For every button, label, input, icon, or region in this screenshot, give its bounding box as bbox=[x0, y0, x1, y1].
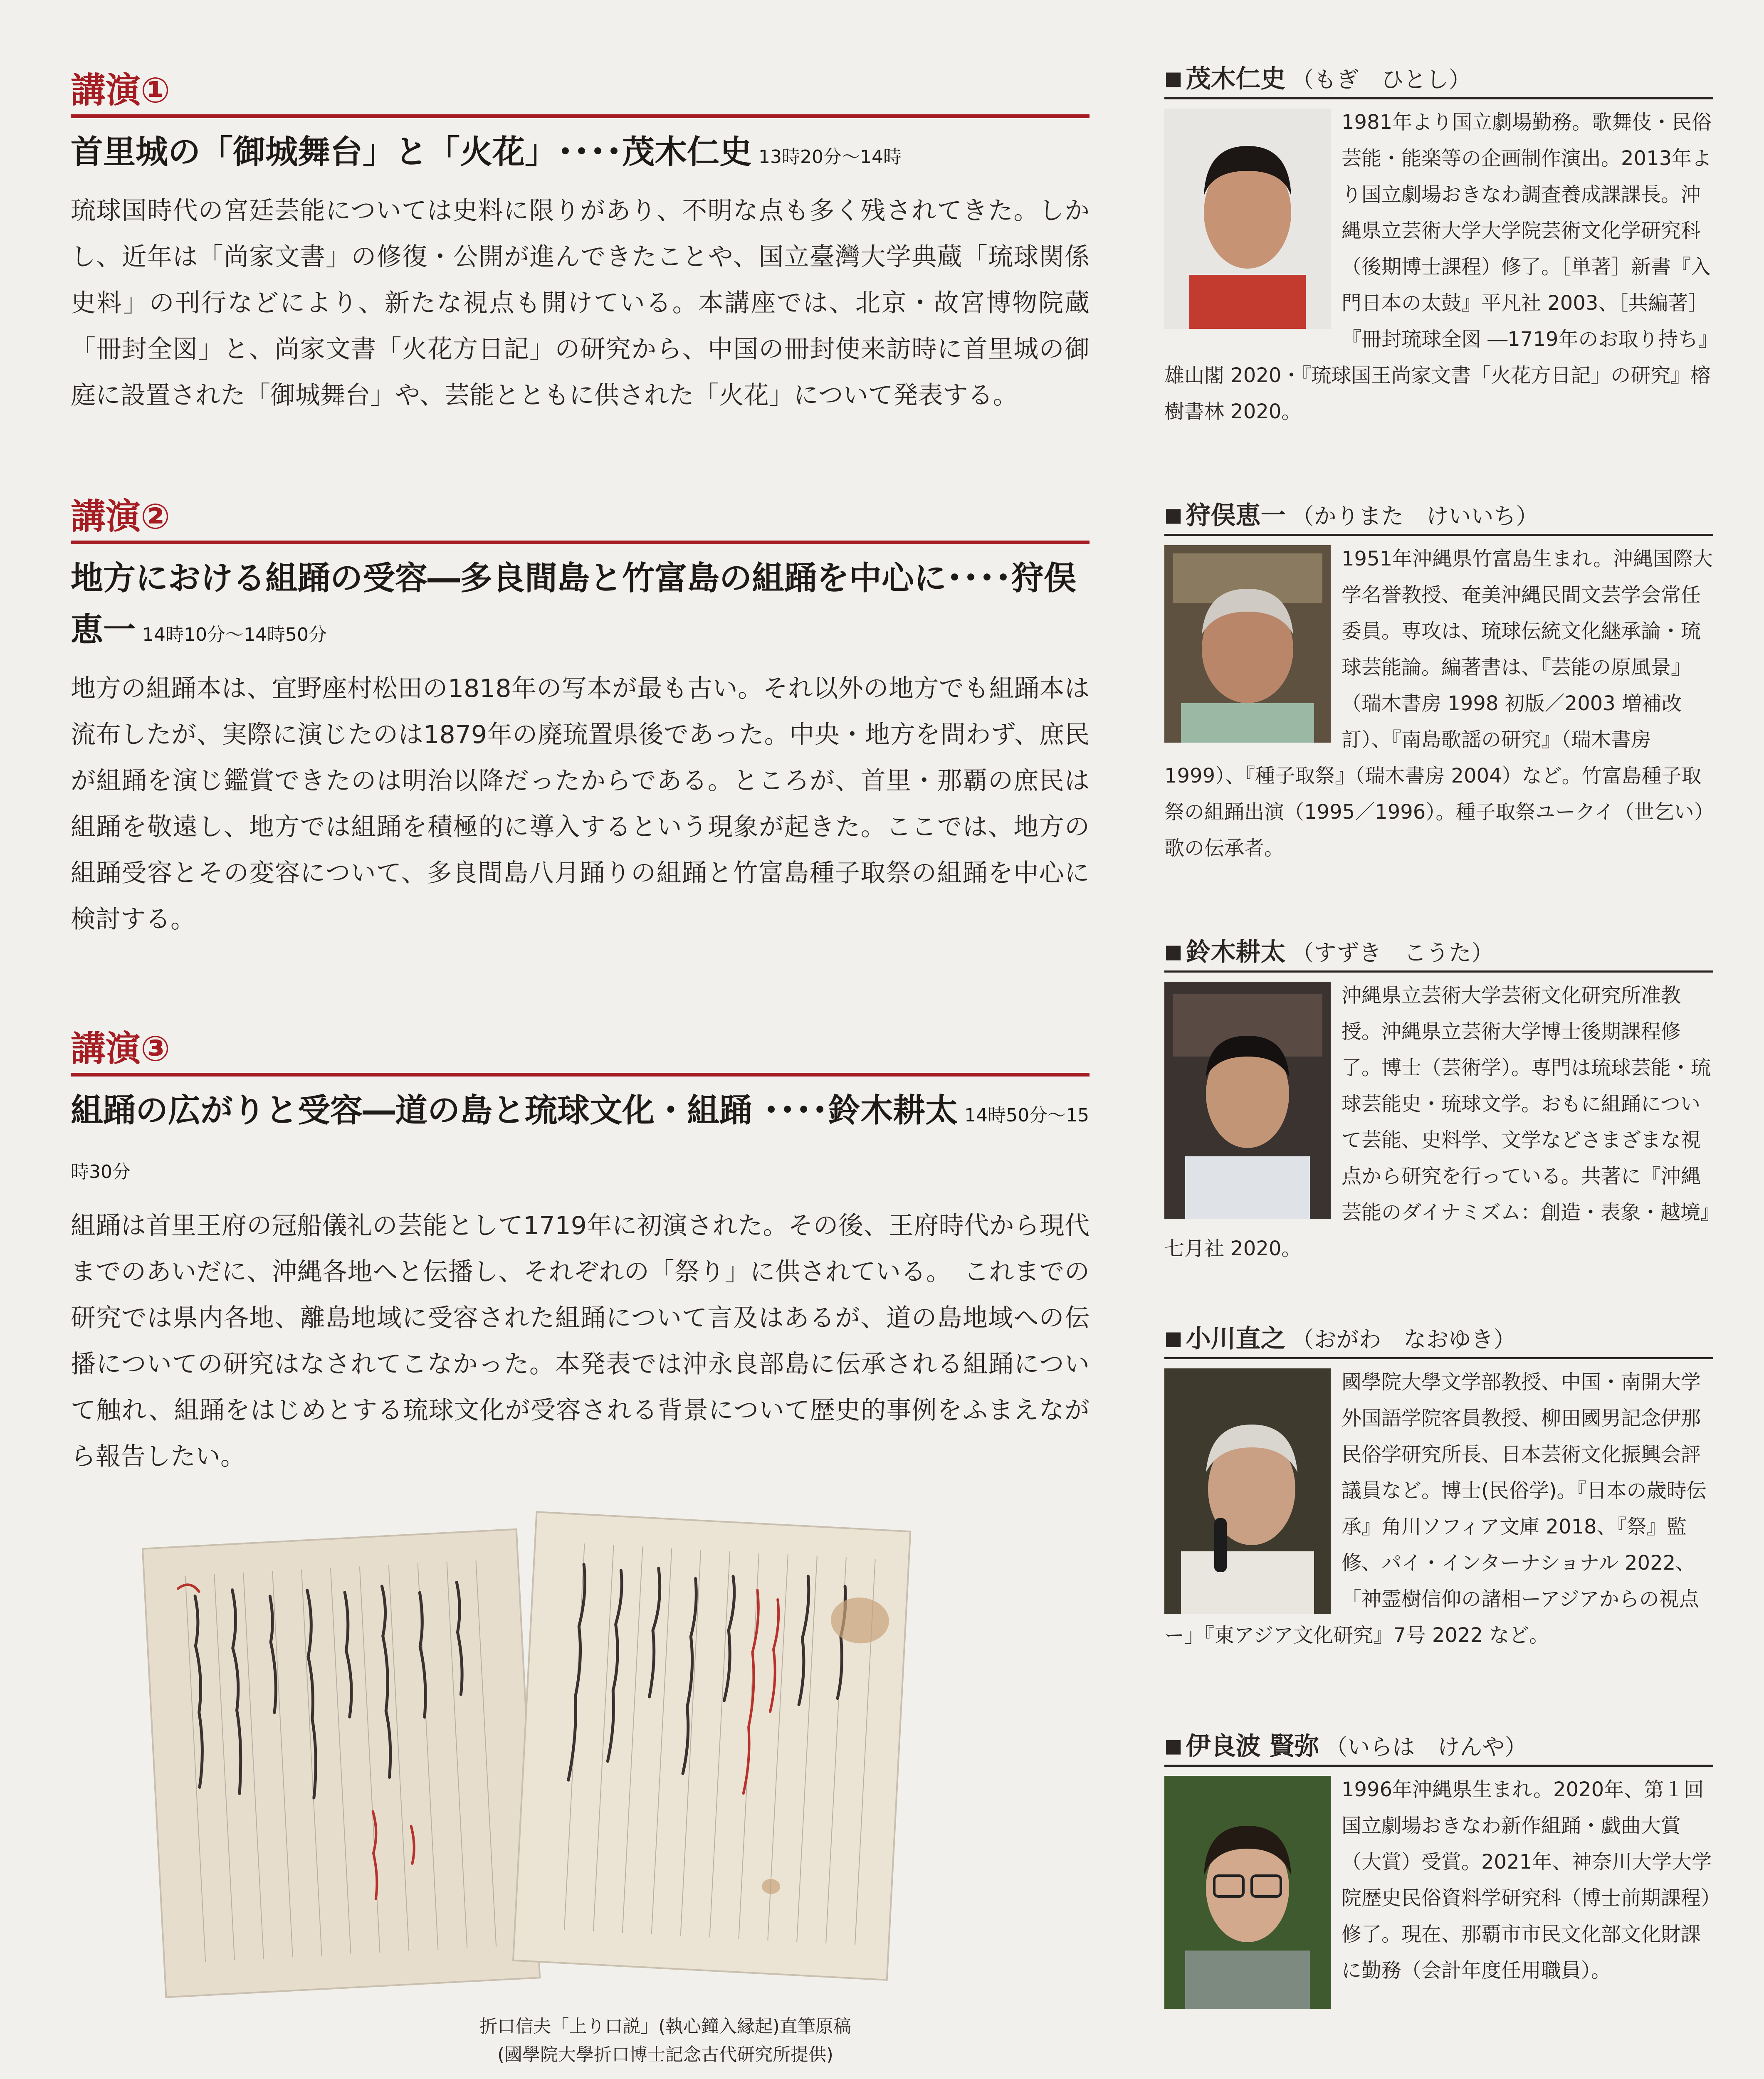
speaker-photo bbox=[1164, 545, 1331, 743]
lecture-body: 琉球国時代の宮廷芸能については史料に限りがあり、不明な点も多く残されてきた。しかし、近年は「尚家文書」の修復・公開が進んできたことや、国立臺灣大学典蔵「琉球関係史料」の刊行などにより、新たな視点も開けている。本講座では、北京・故宮博物院蔵「冊封全図」と、尚家文書「火花方日記」の研究から、中国の冊封使来訪時に首里城の御庭に設置された「御城舞台」や、芸能とともに供された「火花」について発表する。 bbox=[71, 196, 1090, 410]
speaker-bio: 1996年沖縄県生まれ。2020年、第１回国立劇場おきなわ新作組踊・戯曲大賞（大賞）受賞。2021年、神奈川大学大学院歴史民俗資料学研究科（博士前期課程）修了。現在、那覇市市民文化部文化財課に勤務（会計年度任用職員）。 bbox=[1342, 1778, 1712, 1982]
speaker-photo bbox=[1164, 1776, 1331, 2009]
speaker-reading: （いらは けんや） bbox=[1325, 1734, 1527, 1760]
lecture-time: 14時50分～15時30分 bbox=[71, 1105, 1090, 1183]
speaker-name bbox=[1164, 1734, 1713, 1767]
manuscript-photo bbox=[137, 1489, 927, 2029]
speaker-name-text: 小川直之 bbox=[1186, 1324, 1286, 1353]
speaker-name-text: 茂木仁史 bbox=[1186, 64, 1286, 94]
square-bullet-icon: ■ bbox=[1164, 504, 1183, 526]
speaker-bio: 1951年沖縄県竹富島生まれ。沖縄国際大学名誉教授、奄美沖縄民間文芸学会常任委員。専攻は、琉球伝統文化継承論・琉球芸能論。編著書は、『芸能の原風景』（瑞木書房 1998 初版／2003 増補改訂）、『南島歌謡の研究』（瑞木書房 1999）、『種子取祭』（瑞木書房 2004）など。竹富島種子取祭の組踊出演（1995／1996）。種子取祭ユークイ（世乞い）歌の伝承者。 bbox=[1164, 547, 1713, 860]
caption-line-1: 折口信夫「上り口説」(執心鐘入縁起)直筆原稿 bbox=[479, 2016, 851, 2037]
caption-line-2: (國學院大學折口博士記念古代研究所提供) bbox=[497, 2044, 833, 2065]
lecture-title bbox=[71, 1085, 1090, 1198]
speaker-reading: （もぎ ひとし） bbox=[1291, 67, 1471, 93]
speaker-photo bbox=[1164, 1368, 1331, 1614]
speaker-bio: 國學院大學文学部教授、中国・南開大学外国語学院客員教授、柳田國男記念伊那民俗学研究所長、日本芸術文化振興会評議員など。博士(民俗学)。『日本の歳時伝承』角川ソフィア文庫 2018、『祭』監修、パイ・インターナショナル 2022、「神霊樹信仰の諸相ーアジアからの視点ー」『東アジア文化研究』7号 2022 など。 bbox=[1164, 1370, 1707, 1647]
speaker-ogawa bbox=[1164, 1326, 1713, 1654]
lecture-title-text: 地方における組踊の受容―多良間島と竹富島の組踊を中心に････狩俣恵一 bbox=[71, 560, 1077, 649]
speaker-photo bbox=[1164, 982, 1331, 1219]
speaker-suzuki bbox=[1164, 940, 1713, 1267]
lecture-label: 講演② bbox=[71, 499, 1090, 544]
speaker-name bbox=[1164, 940, 1713, 973]
lecture-time: 14時10分～14時50分 bbox=[142, 624, 327, 645]
square-bullet-icon: ■ bbox=[1164, 940, 1183, 963]
lecture-3 bbox=[71, 1028, 1090, 1480]
square-bullet-icon: ■ bbox=[1164, 1327, 1183, 1349]
lecture-body: 組踊は首里王府の冠船儀礼の芸能として1719年に初演された。その後、王府時代から現代までのあいだに、沖縄各地へと伝播し、それぞれの「祭り」に供されている。 これまでの研究では県内各地、離島地域に受容された組踊について言及はあるが、道の島地域への伝播についての研究はなされてこなかった。本発表では沖永良部島に伝承される組踊について触れ、組踊をはじめとする琉球文化が受容される背景について歴史的事例をふまえながら報告したい。 bbox=[71, 1211, 1090, 1471]
lecture-time: 13時20分～14時 bbox=[758, 146, 902, 168]
speaker-karimata bbox=[1164, 503, 1713, 867]
square-bullet-icon: ■ bbox=[1164, 1734, 1183, 1757]
speaker-name bbox=[1164, 1326, 1713, 1359]
speaker-photo bbox=[1164, 109, 1331, 329]
speaker-name-text: 狩俣恵一 bbox=[1186, 501, 1286, 530]
speaker-reading: （すずき こうた） bbox=[1291, 940, 1494, 966]
speaker-bio: 沖縄県立芸術大学芸術文化研究所准教授。沖縄県立芸術大学博士後期課程修了。博士（芸術学）。専門は琉球芸能・琉球芸能史・琉球文学。おもに組踊について芸能、史料学、文学などさまざまな視点から研究を行っている。共著に『沖縄芸能のダイナミズム：創造・表象・越境』七月社 2020。 bbox=[1164, 984, 1711, 1260]
speaker-name-text: 鈴木耕太 bbox=[1186, 938, 1286, 967]
speaker-reading: （かりまた けいいち） bbox=[1291, 503, 1539, 529]
square-bullet-icon: ■ bbox=[1164, 67, 1183, 89]
lecture-label: 講演① bbox=[71, 73, 1090, 118]
speaker-name-text: 伊良波 賢弥 bbox=[1186, 1732, 1319, 1761]
lecture-label: 講演③ bbox=[71, 1031, 1090, 1077]
speaker-name bbox=[1164, 503, 1713, 536]
lecture-1 bbox=[71, 70, 1090, 419]
lecture-title-text: 首里城の「御城舞台」と「火花」････茂木仁史 bbox=[71, 133, 752, 171]
lecture-2 bbox=[71, 496, 1090, 943]
speaker-mogi bbox=[1164, 64, 1713, 430]
speaker-name bbox=[1164, 64, 1713, 99]
speaker-bio: 1981年より国立劇場勤務。歌舞伎・民俗芸能・能楽等の企画制作演出。2013年より国立劇場おきなわ調査養成課課長。沖縄県立芸術大学大学院芸術文化学研究科（後期博士課程）修了。［単著］新書『入門日本の太鼓』平凡社 2003、［共編著］『冊封琉球全図 ―1719年のお取り持ち』雄山閣 2020・『琉球国王尚家文書「火花方日記」の研究』榕樹書林 2020。 bbox=[1164, 111, 1712, 423]
speaker-reading: （おがわ なおゆき） bbox=[1291, 1326, 1516, 1353]
lecture-title bbox=[71, 553, 1090, 661]
lecture-body: 地方の組踊本は、宜野座村松田の1818年の写本が最も古い。それ以外の地方でも組踊本は流布したが、実際に演じたのは1879年の廃琉置県後であった。中央・地方を問わず、庶民が組踊を演じ鑑賞できたのは明治以降だったからである。ところが、首里・那覇の庶民は組踊を敬遠し、地方では組踊を積極的に導入するという現象が起きた。ここでは、地方の組踊受容とその変容について、多良間島八月踊りの組踊と竹富島種子取祭の組踊を中心に検討する。 bbox=[71, 674, 1090, 934]
speaker-iraha bbox=[1164, 1734, 1713, 2010]
lecture-title-text: 組踊の広がりと受容―道の島と琉球文化・組踊 ････鈴木耕太 bbox=[71, 1092, 958, 1129]
manuscript-caption bbox=[374, 2012, 956, 2069]
lecture-title bbox=[71, 126, 1090, 183]
